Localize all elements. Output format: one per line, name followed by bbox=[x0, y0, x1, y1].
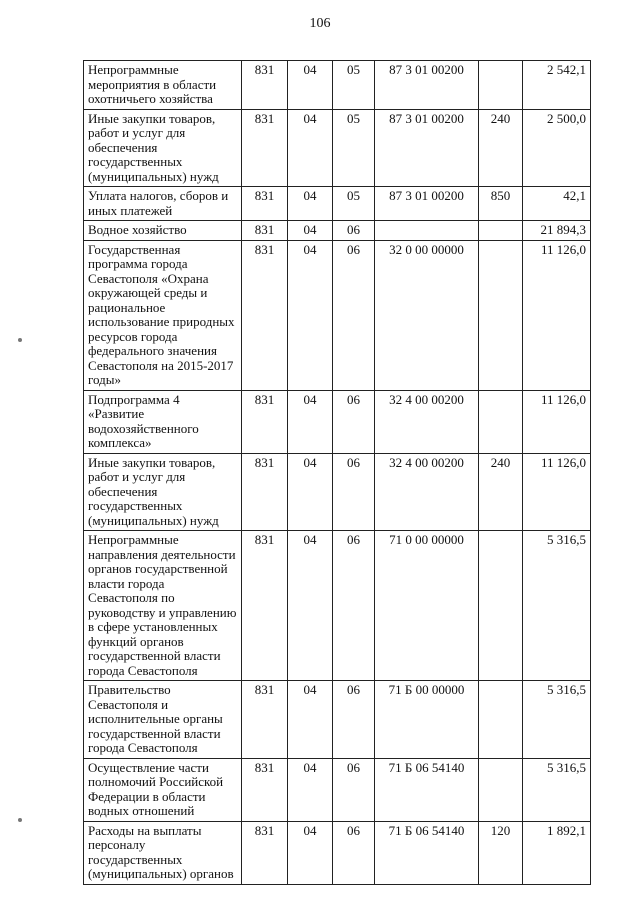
cell-pr: 06 bbox=[333, 758, 375, 821]
cell-name: Иные закупки товаров, работ и услуг для обеспечения государственных (муниципальных) нужд bbox=[84, 453, 242, 531]
cell-pr: 06 bbox=[333, 531, 375, 681]
cell-rz: 04 bbox=[288, 821, 333, 884]
page-number: 106 bbox=[309, 16, 331, 31]
cell-csr: 71 Б 00 00000 bbox=[375, 681, 479, 759]
cell-vr bbox=[479, 681, 523, 759]
cell-sum: 42,1 bbox=[523, 187, 591, 221]
cell-pr: 06 bbox=[333, 240, 375, 390]
cell-sum: 11 126,0 bbox=[523, 390, 591, 453]
cell-pr: 05 bbox=[333, 109, 375, 187]
table-row bbox=[84, 187, 591, 221]
cell-sum: 11 126,0 bbox=[523, 240, 591, 390]
cell-sum: 5 316,5 bbox=[523, 531, 591, 681]
cell-rz: 04 bbox=[288, 240, 333, 390]
cell-name: Уплата налогов, сборов и иных платежей bbox=[84, 187, 242, 221]
cell-ved: 831 bbox=[242, 240, 288, 390]
cell-name: Непрограммные мероприятия в области охотничьего хозяйства bbox=[84, 61, 242, 110]
table-row bbox=[84, 453, 591, 531]
cell-sum: 5 316,5 bbox=[523, 758, 591, 821]
cell-vr bbox=[479, 531, 523, 681]
cell-csr: 87 3 01 00200 bbox=[375, 61, 479, 110]
cell-sum: 2 500,0 bbox=[523, 109, 591, 187]
cell-csr: 32 0 00 00000 bbox=[375, 240, 479, 390]
cell-vr bbox=[479, 61, 523, 110]
cell-csr: 71 Б 06 54140 bbox=[375, 821, 479, 884]
cell-ved: 831 bbox=[242, 390, 288, 453]
cell-rz: 04 bbox=[288, 109, 333, 187]
cell-pr: 06 bbox=[333, 453, 375, 531]
cell-ved: 831 bbox=[242, 453, 288, 531]
table-row bbox=[84, 681, 591, 759]
cell-csr: 32 4 00 00200 bbox=[375, 390, 479, 453]
cell-ved: 831 bbox=[242, 681, 288, 759]
cell-sum: 21 894,3 bbox=[523, 221, 591, 241]
table-row bbox=[84, 61, 591, 110]
cell-pr: 06 bbox=[333, 390, 375, 453]
cell-pr: 06 bbox=[333, 221, 375, 241]
cell-ved: 831 bbox=[242, 187, 288, 221]
table-row bbox=[84, 531, 591, 681]
cell-sum: 2 542,1 bbox=[523, 61, 591, 110]
cell-pr: 05 bbox=[333, 61, 375, 110]
table-row bbox=[84, 758, 591, 821]
cell-vr bbox=[479, 758, 523, 821]
cell-vr bbox=[479, 390, 523, 453]
cell-sum: 11 126,0 bbox=[523, 453, 591, 531]
table-row bbox=[84, 821, 591, 884]
cell-name: Иные закупки товаров, работ и услуг для обеспечения государственных (муниципальных) нужд bbox=[84, 109, 242, 187]
table-row bbox=[84, 109, 591, 187]
cell-sum: 5 316,5 bbox=[523, 681, 591, 759]
cell-ved: 831 bbox=[242, 758, 288, 821]
cell-rz: 04 bbox=[288, 453, 333, 531]
cell-csr: 71 0 00 00000 bbox=[375, 531, 479, 681]
cell-name: Государственная программа города Севастополя «Охрана окружающей среды и рациональное использование природных ресурсов города федерального значения Севастополя на 2015-2017 годы» bbox=[84, 240, 242, 390]
cell-vr: 850 bbox=[479, 187, 523, 221]
cell-pr: 06 bbox=[333, 821, 375, 884]
scan-speck bbox=[18, 818, 22, 822]
cell-name: Правительство Севастополя и исполнительные органы государственной власти города Севастополя bbox=[84, 681, 242, 759]
cell-name: Расходы на выплаты персоналу государственных (муниципальных) органов bbox=[84, 821, 242, 884]
cell-rz: 04 bbox=[288, 681, 333, 759]
cell-pr: 05 bbox=[333, 187, 375, 221]
cell-ved: 831 bbox=[242, 61, 288, 110]
cell-vr: 240 bbox=[479, 109, 523, 187]
cell-csr: 87 3 01 00200 bbox=[375, 109, 479, 187]
cell-ved: 831 bbox=[242, 221, 288, 241]
cell-vr bbox=[479, 240, 523, 390]
cell-vr: 120 bbox=[479, 821, 523, 884]
cell-name: Непрограммные направления деятельности органов государственной власти города Севастополя по руководству и управлению в сфере установленных функций органов государственной власти города Севастополя bbox=[84, 531, 242, 681]
cell-rz: 04 bbox=[288, 758, 333, 821]
cell-rz: 04 bbox=[288, 61, 333, 110]
cell-ved: 831 bbox=[242, 821, 288, 884]
cell-vr: 240 bbox=[479, 453, 523, 531]
cell-rz: 04 bbox=[288, 221, 333, 241]
cell-name: Водное хозяйство bbox=[84, 221, 242, 241]
table-body bbox=[84, 61, 591, 885]
cell-csr bbox=[375, 221, 479, 241]
cell-name: Осуществление части полномочий Российской Федерации в области водных отношений bbox=[84, 758, 242, 821]
cell-ved: 831 bbox=[242, 531, 288, 681]
cell-vr bbox=[479, 221, 523, 241]
cell-ved: 831 bbox=[242, 109, 288, 187]
table-row bbox=[84, 390, 591, 453]
table-row bbox=[84, 221, 591, 241]
cell-rz: 04 bbox=[288, 390, 333, 453]
table-row bbox=[84, 240, 591, 390]
cell-pr: 06 bbox=[333, 681, 375, 759]
cell-rz: 04 bbox=[288, 187, 333, 221]
cell-name: Подпрограмма 4 «Развитие водохозяйственного комплекса» bbox=[84, 390, 242, 453]
cell-csr: 32 4 00 00200 bbox=[375, 453, 479, 531]
cell-rz: 04 bbox=[288, 531, 333, 681]
scan-speck bbox=[18, 338, 22, 342]
cell-csr: 71 Б 06 54140 bbox=[375, 758, 479, 821]
cell-csr: 87 3 01 00200 bbox=[375, 187, 479, 221]
cell-sum: 1 892,1 bbox=[523, 821, 591, 884]
budget-table bbox=[83, 60, 591, 885]
